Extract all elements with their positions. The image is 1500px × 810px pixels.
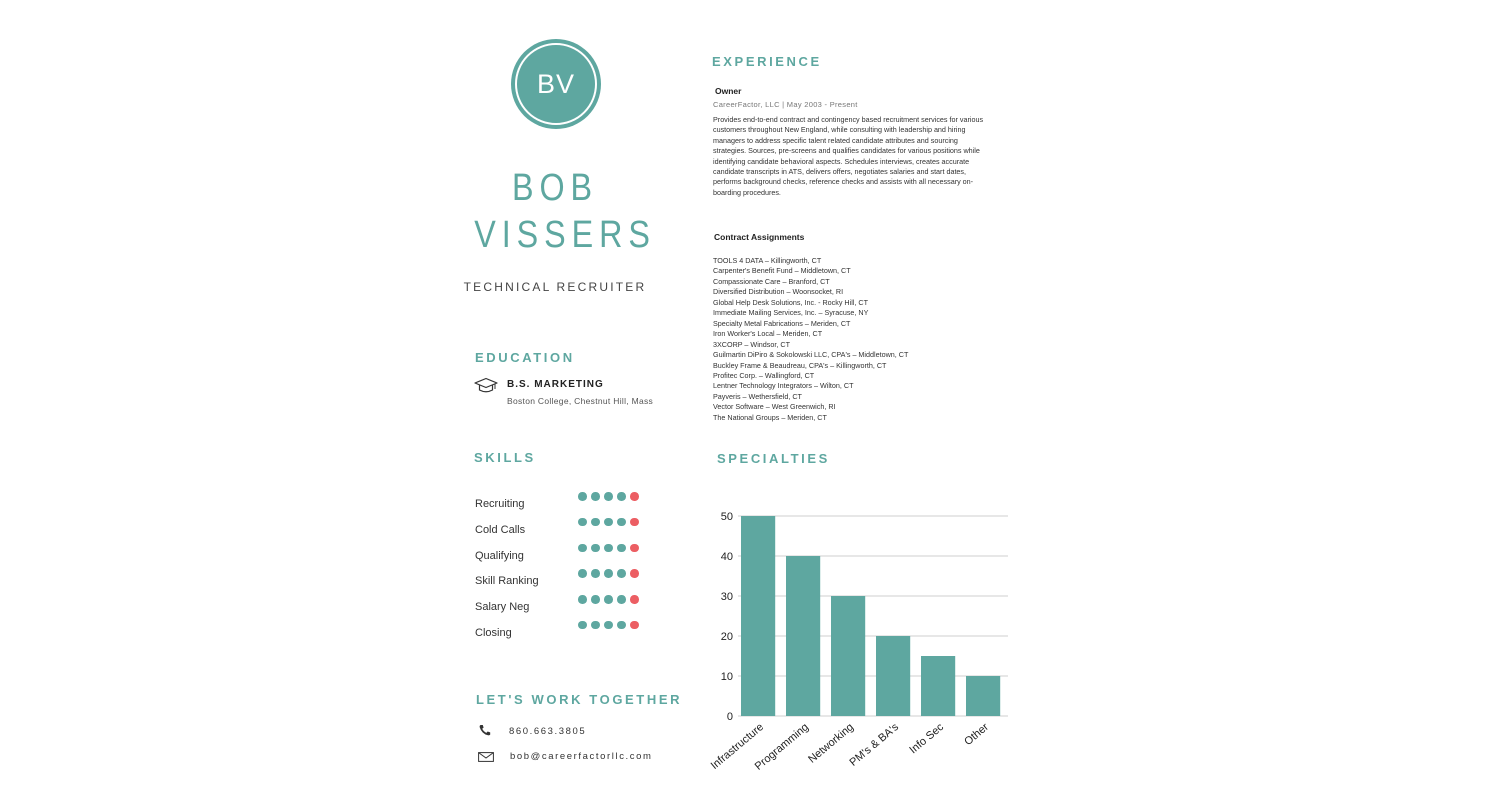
x-tick-label: Networking [806,721,857,766]
rating-dot [604,518,613,527]
skill-name: Recruiting [475,498,525,510]
y-tick-label: 50 [720,511,733,523]
specialties-bar-chart [700,500,1030,790]
rating-dot [604,569,613,578]
skill-row [475,621,675,647]
graduation-cap-icon [474,377,498,395]
phone-icon [478,724,492,736]
bar [876,636,910,716]
x-tick-label: Infrastructure [708,721,767,772]
rating-dot [617,621,626,630]
x-tick-label: Other [962,721,992,748]
monogram-badge [511,39,601,129]
rating-dot [617,595,626,604]
rating-dot [591,569,600,578]
list-item: Profitec Corp. – Wallingford, CT [713,370,815,380]
education-heading: EDUCATION [475,350,575,365]
rating-dot [630,544,639,553]
last-name: VISSERS [474,214,656,256]
skill-row [475,569,675,595]
y-tick-label: 0 [726,711,733,723]
contract-assignments-list [713,256,908,423]
list-item: Payveris – Wethersfield, CT [713,391,802,401]
rating-dot [578,595,587,604]
rating-dot [630,595,639,604]
list-item: Carpenter's Benefit Fund – Middletown, CT [713,266,851,276]
skills-list [475,492,675,647]
specialties-heading: SPECIALTIES [717,451,830,466]
rating-dot [578,518,587,527]
contract-assignments-heading: Contract Assignments [714,232,805,242]
rating-dot [604,492,613,501]
skill-rating [578,518,639,528]
monogram-initials: BV [536,68,576,99]
bar [741,516,775,716]
x-tick-label: PM's & BA's [847,721,902,769]
rating-dot [604,621,613,630]
position-description: Provides end-to-end contract and contingency based recruitment services for various customers throughout New England, while consulting with leadership and hiring managers to address specific talent related candidate attributes and sourcing strategies. Sources, pre-screens and qualifies candidates for various positions while identifying candidate behavioral aspects. Schedules interviews, creates accurate candidate transcripts in ATS, delivers offers, negotiates salaries and start dates, performs background checks, reference checks and assists with all necessary on-boarding procedures. [713,115,984,197]
list-item: Diversified Distribution – Woonsocket, RI [713,287,844,297]
job-title: TECHNICAL RECRUITER [463,280,647,294]
skill-rating [578,492,639,502]
list-item: Compassionate Care – Branford, CT [713,276,830,286]
y-tick-label: 20 [720,631,733,643]
list-item: Iron Worker's Local – Meriden, CT [713,329,823,339]
list-item: Vector Software – West Greenwich, RI [713,402,836,412]
position-meta: CareerFactor, LLC | May 2003 - Present [713,100,858,109]
rating-dot [591,621,600,630]
rating-dot [630,492,639,501]
list-item: Specialty Metal Fabrications – Meriden, CT [713,318,851,328]
rating-dot [591,492,600,501]
list-item: Global Help Desk Solutions, Inc. - Rocky Hill, CT [713,297,868,307]
skill-rating [578,569,639,579]
rating-dot [578,569,587,578]
skill-rating [578,544,639,554]
skill-name: Salary Neg [475,601,530,614]
rating-dot [604,595,613,604]
rating-dot [617,569,626,578]
skill-row [475,595,675,621]
skill-row [475,492,675,518]
list-item: TOOLS 4 DATA – Killingworth, CT [713,256,822,265]
envelope-icon [478,751,494,763]
rating-dot [630,621,639,630]
bar [831,596,865,716]
list-item: Immediate Mailing Services, Inc. – Syracuse, NY [713,308,869,318]
list-item: Lentner Technology Integrators – Wilton, CT [713,381,854,391]
email-link[interactable]: bob@careerfactorllc.com [510,751,653,762]
list-item: Guilmartin DiPiro & Sokolowski LLC, CPA's – Middletown, CT [713,350,909,360]
skill-rating [578,595,639,605]
phone-link[interactable]: 860.663.3805 [509,726,587,737]
education-school: Boston College, Chestnut Hill, Mass [507,396,654,406]
rating-dot [591,595,600,604]
contact-heading: LET'S WORK TOGETHER [476,692,683,707]
skill-name: Cold Calls [475,523,526,536]
experience-heading: EXPERIENCE [712,54,822,69]
education-degree: B.S. MARKETING [507,379,604,390]
rating-dot [604,544,613,553]
skill-row [475,518,675,544]
list-item: The National Groups – Meriden, CT [713,412,827,422]
skill-name: Skill Ranking [475,575,539,588]
rating-dot [630,518,639,527]
list-item: Buckley Frame & Beaudreau, CPA's – Killingworth, CT [713,360,887,370]
bar [786,556,820,716]
skill-row [475,544,675,570]
rating-dot [578,621,587,630]
first-name: BOB [511,167,599,209]
rating-dot [617,492,626,501]
skill-name: Qualifying [475,549,524,562]
rating-dot [591,518,600,527]
rating-dot [591,544,600,553]
y-tick-label: 30 [720,591,733,603]
rating-dot [617,518,626,527]
position-title: Owner [715,86,742,96]
skill-rating [578,621,639,631]
skill-name: Closing [475,626,512,639]
skills-heading: SKILLS [474,450,536,465]
rating-dot [617,544,626,553]
bar [966,676,1000,716]
rating-dot [578,544,587,553]
y-tick-label: 10 [720,671,733,683]
x-tick-label: Programming [752,721,812,773]
rating-dot [630,569,639,578]
list-item: 3XCORP – Windsor, CT [713,339,790,349]
x-tick-label: Info Sec [907,721,947,757]
rating-dot [578,492,587,501]
y-tick-label: 40 [720,551,733,563]
bar [921,656,955,716]
